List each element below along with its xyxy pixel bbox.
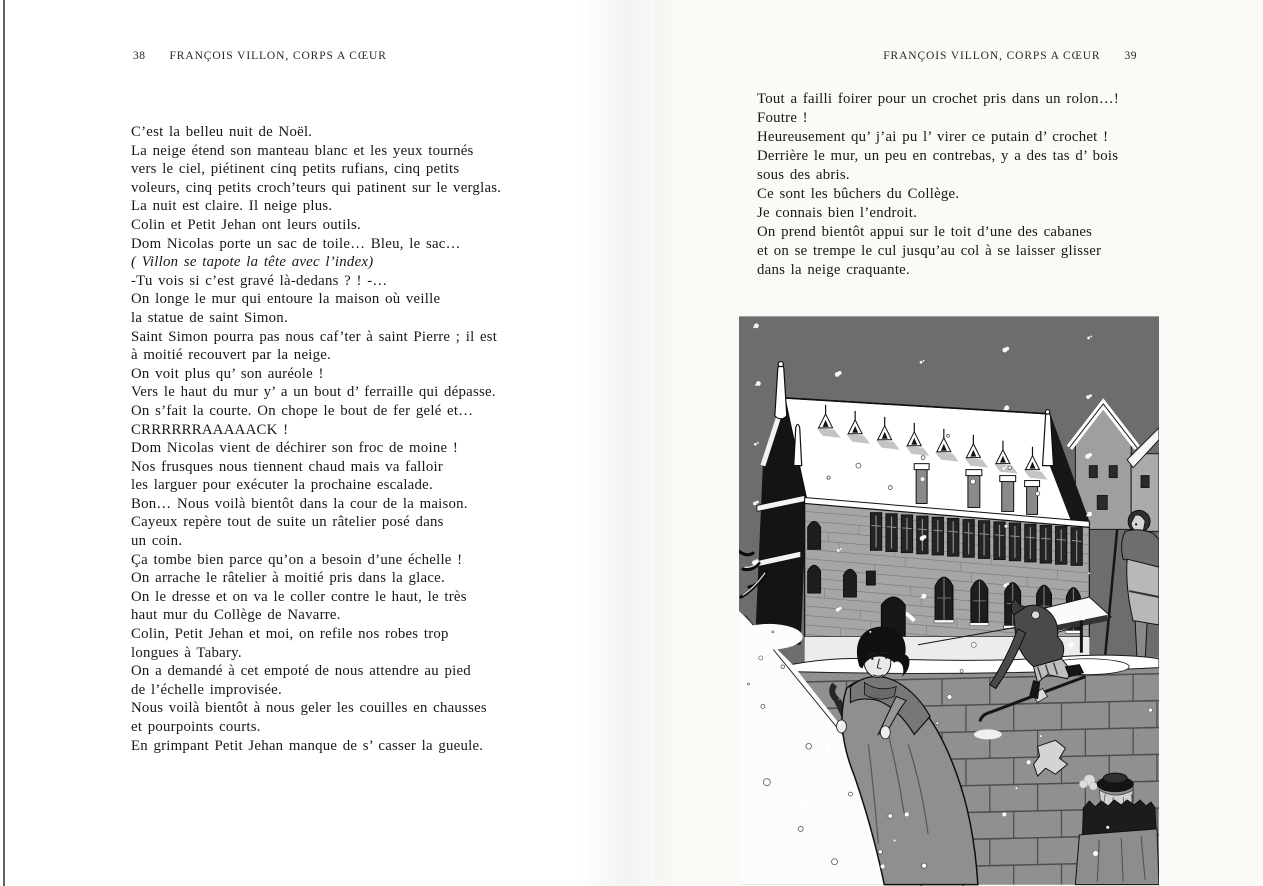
text-line: la statue de saint Simon. (131, 309, 288, 326)
scan-edge-line (3, 0, 5, 886)
text-line: Bon… Nous voilà bientôt dans la cour de la maison. (131, 495, 468, 512)
text-line: Foutre ! (757, 110, 808, 126)
text-line: ( Villon se tapote la tête avec l’index) (131, 254, 374, 271)
text-line: Saint Simon pourra pas nous caf’ter à saint Pierre ; il est (131, 328, 498, 345)
text-line: On voit plus qu’ son auréole ! (131, 365, 324, 382)
text-line: C’est la belleu nuit de Noël. (131, 124, 313, 140)
text-line: Colin et Petit Jehan ont leurs outils. (131, 216, 361, 233)
text-line: voleurs, cinq petits croch’teurs qui patinent sur le verglas. (131, 179, 502, 196)
text-line: les larguer pour exécuter la prochaine escalade. (131, 477, 433, 494)
text-line: -Tu vois si c’est gravé là-dedans ? ! -… (131, 272, 388, 289)
text-line: On prend bientôt appui sur le toit d’une des cabanes (757, 224, 1093, 240)
text-line: On arrache le râtelier à moitié pris dans la glace. (131, 570, 445, 587)
right-body-text (757, 90, 1193, 280)
text-line: Colin, Petit Jehan et moi, on refile nos robes trop (131, 626, 449, 643)
text-line: vers le ciel, piétinent cinq petits rufians, cinq petits (131, 161, 460, 178)
text-line: Nos frusques nous tiennent chaud mais va falloir (131, 458, 444, 475)
text-line: Ça tombe bien parce qu’on a besoin d’une échelle ! (131, 551, 463, 568)
text-line: et on se trempe le cul jusqu’au col à se laisser glisser (757, 243, 1102, 259)
text-line: haut mur du Collège de Navarre. (131, 607, 341, 624)
text-line: et pourpoints courts. (131, 719, 261, 735)
left-page-number: 38 (133, 50, 146, 62)
text-line: Heureusement qu’ j’ai pu l’ virer ce putain d’ crochet ! (757, 129, 1109, 145)
text-line: La nuit est claire. Il neige plus. (131, 198, 333, 215)
text-line: CRRRRRRAAAAACK ! (131, 421, 289, 438)
text-line: Je connais bien l’endroit. (757, 205, 918, 221)
text-line: de l’échelle improvisée. (131, 681, 282, 698)
left-body-text (131, 123, 539, 755)
text-line: Vers le haut du mur y’ a un bout d’ ferraille qui dépasse. (131, 384, 496, 401)
text-line: Ce sont les bûchers du Collège. (757, 186, 960, 202)
text-line: On s’fait la courte. On chope le bout de fer gelé et… (131, 402, 474, 419)
text-line: à moitié recouvert par la neige. (131, 347, 332, 364)
text-line: Dom Nicolas porte un sac de toile… Bleu, le sac… (131, 235, 461, 252)
text-line: dans la neige craquante. (757, 262, 910, 278)
text-line: La neige étend son manteau blanc et les yeux tournés (131, 142, 474, 159)
text-line: En grimpant Petit Jehan manque de s’ casser la gueule. (131, 737, 484, 754)
text-line: Tout a failli foirer pour un crochet pris dans un rolon…! (757, 91, 1120, 107)
text-line: On longe le mur qui entoure la maison où veille (131, 291, 441, 308)
text-line: On le dresse et on va le coller contre le haut, le très (131, 588, 467, 605)
text-line: un coin. (131, 533, 183, 550)
text-line: Nous voilà bientôt à nous geler les couilles en chausses (131, 700, 487, 717)
page-gutter (580, 0, 680, 886)
illustration (739, 315, 1159, 886)
text-line: longues à Tabary. (131, 644, 242, 661)
right-page-number: 39 (1124, 50, 1137, 62)
left-running-head (133, 50, 387, 62)
text-line: On a demandé à cet empoté de nous attendre au pied (131, 663, 471, 680)
text-line: Derrière le mur, un peu en contrebas, y a des tas d’ bois (757, 148, 1119, 164)
running-title: FRANÇOIS VILLON, CORPS A CŒUR (169, 50, 387, 62)
text-line: sous des abris. (757, 167, 850, 183)
text-line: Cayeux repère tout de suite un râtelier posé dans (131, 514, 444, 531)
running-title: FRANÇOIS VILLON, CORPS A CŒUR (883, 50, 1101, 62)
right-running-head (883, 50, 1137, 62)
text-line: Dom Nicolas vient de déchirer son froc de moine ! (131, 440, 459, 457)
